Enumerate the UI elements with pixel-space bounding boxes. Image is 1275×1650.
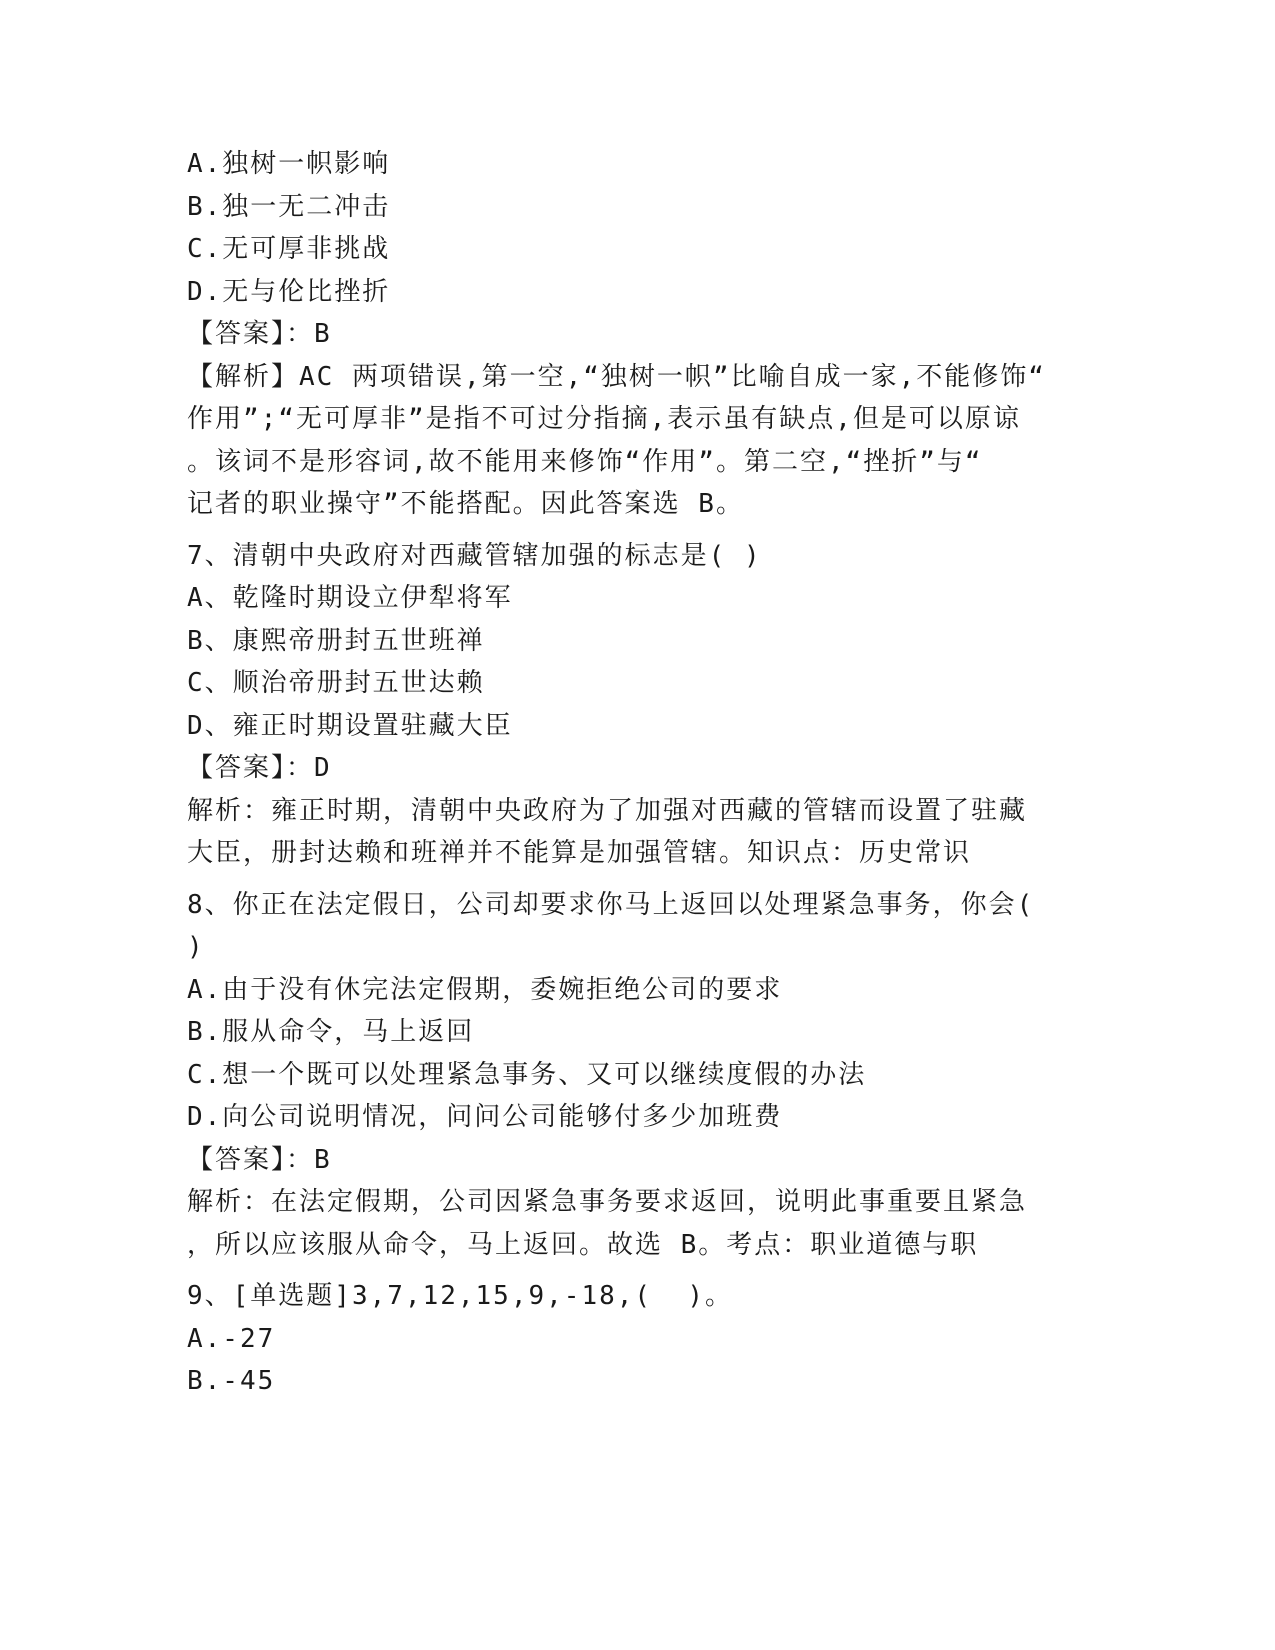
option-c: C.无可厚非挑战 <box>187 234 391 264</box>
question-stem: 7、清朝中央政府对西藏管辖加强的标志是( ) <box>187 540 762 571</box>
question-9-block <box>187 1275 1087 1403</box>
option-b: B、康熙帝册封五世班禅 <box>187 625 485 656</box>
analysis-line: 【解析】AC 两项错误,第一空,“独树一帜”比喻自成一家,不能修饰“ <box>187 361 1046 392</box>
analysis-line: 解析：雍正时期，清朝中央政府为了加强对西藏的管辖而设置了驻藏 <box>187 795 1028 826</box>
option-d: D.无与伦比挫折 <box>187 276 391 307</box>
document-page <box>187 143 1087 1403</box>
analysis-line: 记者的职业操守”不能搭配。因此答案选 B。 <box>187 489 744 519</box>
answer-line: 【答案】：D <box>187 753 332 783</box>
option-a: A.由于没有休完法定假期，委婉拒绝公司的要求 <box>187 974 783 1005</box>
analysis-line: ，所以应该服从命令，马上返回。故选 B。考点：职业道德与职 <box>187 1229 979 1260</box>
analysis-line: 解析：在法定假期，公司因紧急事务要求返回，说明此事重要且紧急 <box>187 1187 1028 1217</box>
option-d: D.向公司说明情况，问问公司能够付多少加班费 <box>187 1102 783 1132</box>
option-b: B.服从命令，马上返回 <box>187 1017 475 1047</box>
option-b: B.独一无二冲击 <box>187 191 391 222</box>
option-a: A、乾隆时期设立伊犁将军 <box>187 583 513 613</box>
option-b: B.-45 <box>187 1366 276 1396</box>
answer-line: 【答案】：B <box>187 319 332 349</box>
option-d: D、雍正时期设置驻藏大臣 <box>187 710 513 741</box>
question-stem: 8、你正在法定假日，公司却要求你马上返回以处理紧急事务，你会( <box>187 889 1035 920</box>
option-c: C、顺治帝册封五世达赖 <box>187 668 485 698</box>
question-stem: ) <box>187 932 205 962</box>
question-6-block <box>187 143 1087 526</box>
analysis-line: 作用”;“无可厚非”是指不可过分指摘,表示虽有缺点,但是可以原谅 <box>187 404 1021 434</box>
option-a: A.-27 <box>187 1323 276 1354</box>
option-c: C.想一个既可以处理紧急事务、又可以继续度假的办法 <box>187 1059 867 1090</box>
analysis-line: 大臣，册封达赖和班禅并不能算是加强管辖。知识点：历史常识 <box>187 838 972 868</box>
analysis-line: 。该词不是形容词,故不能用来修饰“作用”。第二空,“挫折”与“ <box>187 446 983 477</box>
option-a: A.独树一帜影响 <box>187 149 391 179</box>
answer-line: 【答案】：B <box>187 1144 332 1175</box>
question-stem: 9、[单选题]3,7,12,15,9,-18,( )。 <box>187 1281 734 1311</box>
question-8-block <box>187 884 1087 1267</box>
question-7-block <box>187 535 1087 875</box>
